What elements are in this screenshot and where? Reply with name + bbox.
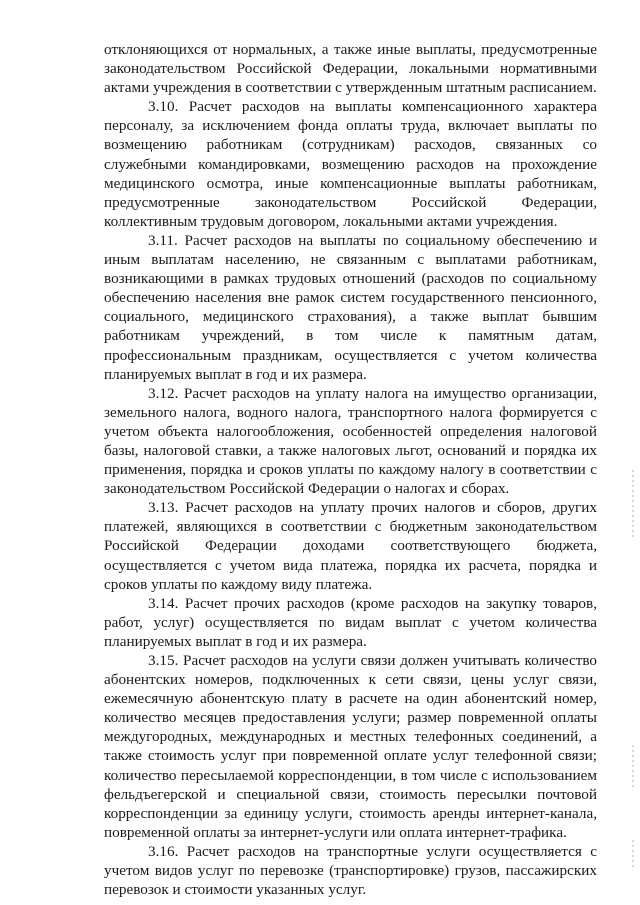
scan-margin-mark [632,745,634,790]
paragraph-3-10: 3.10. Расчет расходов на выплаты компенсационного характера персоналу, за исключением фонда оплаты труда, включает выплаты по возмещению работникам (сотрудникам) расходов, связанных со служебными командировками, возмещению расходов на прохождение медицинского осмотра, иные компенсационные выплаты работникам, предусмотренные законодательством Российской Федерации, коллективным трудовым договором, локальными актами учреждения. [104,98,597,230]
paragraph-3-13: 3.13. Расчет расходов на уплату прочих налогов и сборов, других платежей, являющихся в соответствии с бюджетным законодательством Российской Федерации доходами соответствующего бюджета, осуществляется с учетом вида платежа, порядка их расчета, порядка и сроков уплаты по каждому виду платежа. [104,499,597,593]
paragraph-3-12: 3.12. Расчет расходов на уплату налога на имущество организации, земельного налога, водного налога, транспортного налога формируется с учетом объекта налогообложения, особенностей определения налоговой базы, налоговой ставки, а также налоговых льгот, оснований и порядка их применения, порядка и сроков уплаты по каждому налогу в соответствии с законодательством Российской Федерации о налогах и сборах. [104,384,597,498]
paragraph-continuation: отклоняющихся от нормальных, а также иные выплаты, предусмотренные законодательством Российской Федерации, локальными нормативными актами учреждения в соответствии с утвержденным штатным расписанием. [104,41,597,97]
paragraph-3-14: 3.14. Расчет прочих расходов (кроме расходов на закупку товаров, работ, услуг) осуществляется по видам выплат с учетом количества планируемых выплат в год и их размера. [104,594,597,650]
paragraph-3-16: 3.16. Расчет расходов на транспортные услуги осуществляется с учетом видов услуг по перевозке (транспортировке) грузов, пассажирских перевозок и стоимости указанных услуг. [104,842,597,899]
scan-margin-mark [632,840,634,870]
document-body [104,40,597,899]
paragraph-3-15: 3.15. Расчет расходов на услуги связи должен учитывать количество абонентских номеров, подключенных к сети связи, цены услуг связи, ежемесячную абонентскую плату в расчете на один абонентский номер, количество месяцев предоставления услуги; размер повременной оплаты междугородных, международных и местных телефонных соединений, а также стоимость услуг при повременной оплате услуг телефонной связи; количество пересылаемой корреспонденции, в том числе с использованием фельдъегерской и специальной связи, стоимость пересылки почтовой корреспонденции за единицу услуги, стоимость аренды интернет-канала, повременной оплаты за интернет-услуги или оплата интернет-трафика. [104,652,597,841]
paragraph-3-11: 3.11. Расчет расходов на выплаты по социальному обеспечению и иным выплатам населению, не связанным с выплатами работникам, возникающими в рамках трудовых отношений (расходов по социальному обеспечению населения вне рамок систем государственного пенсионного, социального, медицинского страхования), а также выплат бывшим работникам учреждений, в том числе к памятным датам, профессиональным праздникам, осуществляется с учетом количества планируемых выплат в год и их размера. [104,231,597,383]
scan-margin-mark [632,470,634,540]
